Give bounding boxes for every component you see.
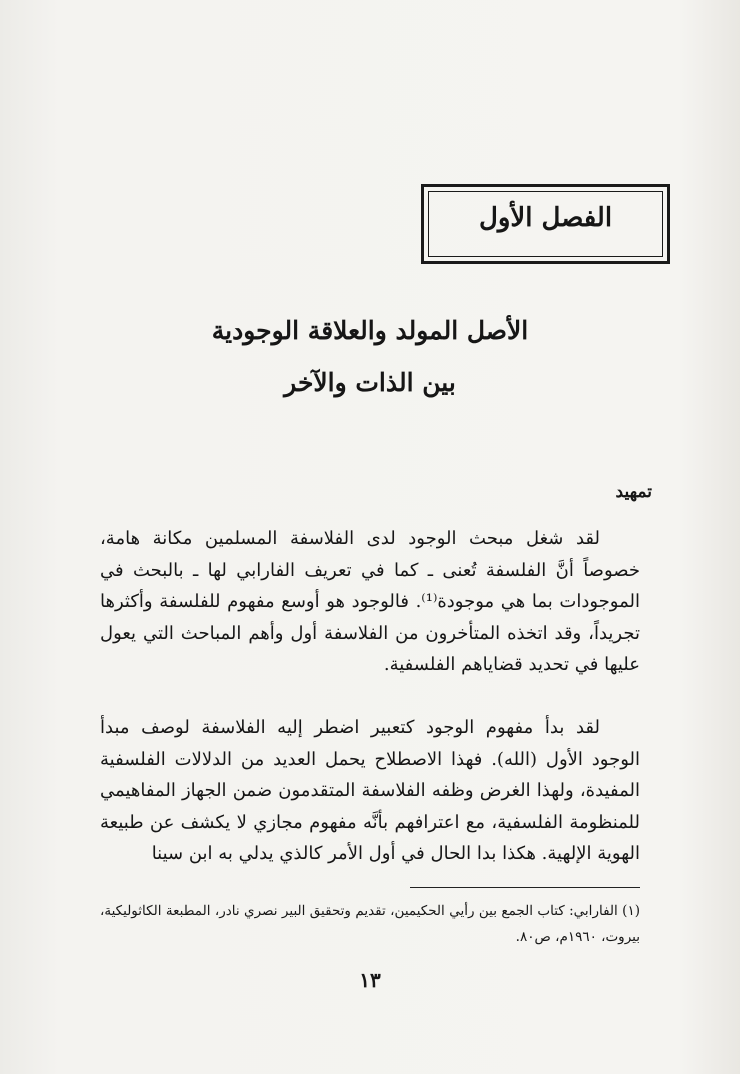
title-line-2: بين الذات والآخر: [284, 368, 456, 397]
section-heading: تمهيد: [615, 482, 652, 502]
page-number: ١٣: [359, 968, 381, 992]
paragraph-1-block: [100, 523, 640, 681]
paragraph-2-block: [100, 712, 640, 870]
paragraph-2: لقد بدأ مفهوم الوجود كتعبير اضطر إليه الفلاسفة لوصف مبدأ الوجود الأول (الله). فهذا الاصطلاح يحمل العديد من الدلالات الفلسفية المفيدة، ولهذا الغرض وظفه الفلاسفة المتقدمون ضمن الجهاز المفاهيمي للمنظومة الفلسفية، مع اعترافهم بأنَّه مفهوم مجازي لا يكشف عن طبيعة الهوية الإلهية. هكذا بدا الحال في أول الأمر كالذي يدلي به ابن سينا: [100, 717, 640, 864]
footnote: (١) الفارابي: كتاب الجمع بين رأيي الحكيمين، تقديم وتحقيق البير نصري نادر، المطبعة الكاثوليكية، بيروت، ١٩٦٠م، ص٨٠.: [100, 903, 640, 945]
chapter-label: الفصل الأول: [478, 203, 613, 233]
footnote-separator: [410, 887, 640, 888]
paragraph-1: لقد شغل مبحث الوجود لدى الفلاسفة المسلمين مكانة هامة، خصوصاً أنَّ الفلسفة تُعنى ـ كما في تعريف الفارابي لها ـ بالبحث في الموجودات بما هي موجودة⁽¹⁾. فالوجود هو أوسع مفهوم للفلسفة وأكثرها تجريداً، وقد اتخذه المتأخرون من الفلاسفة أول وأهم المباحث التي يعول عليها في تحديد قضاياهم الفلسفية.: [100, 528, 640, 675]
chapter-heading-frame: [421, 184, 670, 264]
title-line-1: الأصل المولد والعلاقة الوجودية: [211, 316, 529, 345]
